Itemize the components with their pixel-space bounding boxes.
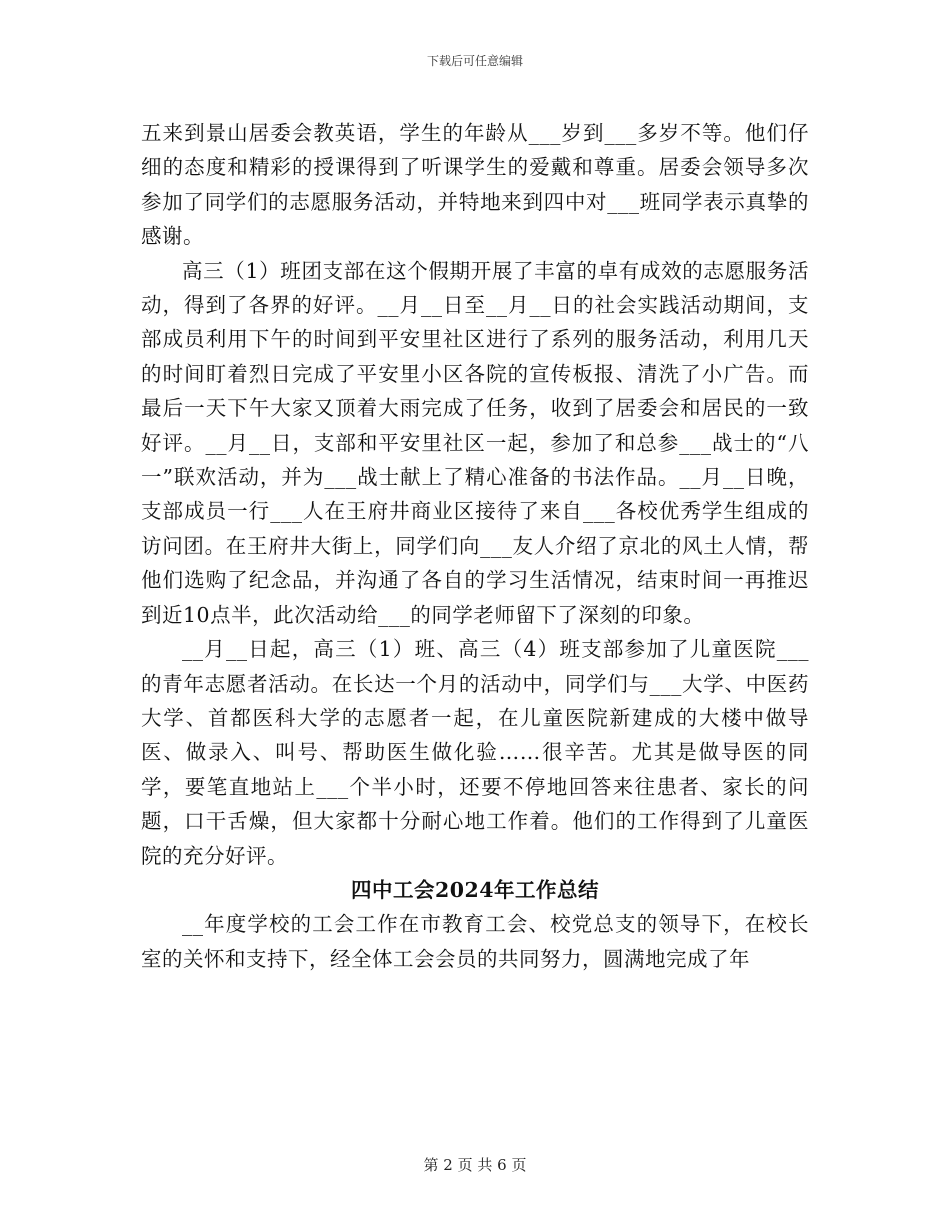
paragraph-volunteer-teaching: 五来到景山居委会教英语，学生的年龄从___岁到___多岁不等。他们仔细的态度和精彩的授课得到了听课学生的爱戴和尊重。居委会领导多次参加了同学们的志愿服务活动，并特地来到四中对___班同学表示真挚的感谢。 <box>141 121 809 249</box>
paragraph-children-hospital: __月__日起，高三（1）班、高三（4）班支部参加了儿童医院___的青年志愿者活动。在长达一个月的活动中，同学们与___大学、中医药大学、首都医科大学的志愿者一起，在儿童医院新建成的大楼中做导医、做录入、叫号、帮助医生做化验……很辛苦。尤其是做导医的同学，要笔直地站上___个半小时，还要不停地回答来往患者、家长的问题，口干舌燥，但大家都十分耐心地工作着。他们的工作得到了儿童医院的充分好评。 <box>141 637 809 868</box>
paragraph-class-league-branch: 高三（1）班团支部在这个假期开展了丰富的卓有成效的志愿服务活动，得到了各界的好评。__月__日至__月__日的社会实践活动期间，支部成员利用下午的时间到平安里社区进行了系列的服务活动，利用几天的时间盯着烈日完成了平安里小区各院的宣传板报、清洗了小广告。而最后一天下午大家又顶着大雨完成了任务，收到了居委会和居民的一致好评。__月__日，支部和平安里社区一起，参加了和总参___战士的“八一”联欢活动，并为___战士献上了精心准备的书法作品。__月__日晚，支部成员一行___人在王府井商业区接待了来自___各校优秀学生组成的访问团。在王府井大街上，同学们向___友人介绍了京北的风土人情，帮他们选购了纪念品，并沟通了各自的学习生活情况，结束时间一再推迟到近10点半，此次活动给___的同学老师留下了深刻的印象。 <box>141 258 809 627</box>
section-title: 四中工会2024年工作总结 <box>350 877 600 902</box>
document-body <box>141 116 809 976</box>
paragraph-union-summary: __年度学校的工会工作在市教育工会、校党总支的领导下，在校长室的关怀和支持下，经全体工会会员的共同努力，圆满地完成了年 <box>141 912 809 971</box>
page-number: 第 2 页 共 6 页 <box>423 1156 527 1174</box>
page-header: 下载后可任意编辑 <box>426 54 523 68</box>
